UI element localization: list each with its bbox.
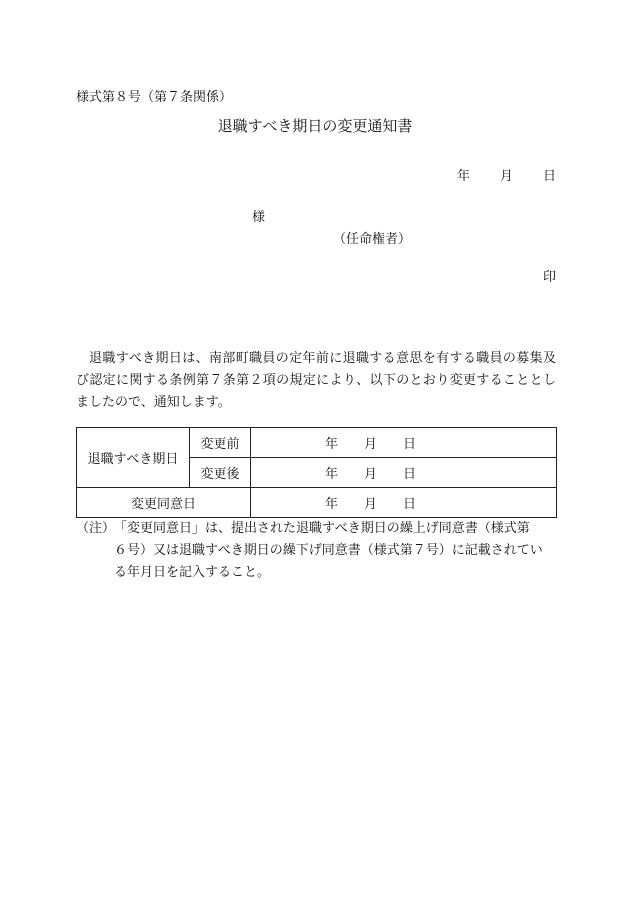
date-month-label: 月 <box>499 169 513 184</box>
date-day-label: 日 <box>403 497 417 512</box>
date-change-table <box>76 427 557 518</box>
date-month-label: 月 <box>364 467 378 482</box>
addressee-honorific: 様 <box>252 210 266 225</box>
retirement-date-label: 退職すべき期日 <box>77 428 190 488</box>
date-year-label: 年 <box>325 497 339 512</box>
date-year-label: 年 <box>325 467 339 482</box>
date-day-label: 日 <box>403 437 417 452</box>
footnote-text <box>114 518 560 584</box>
date-day-label: 日 <box>542 169 556 184</box>
footnote-line: ６号）又は退職すべき期日の繰下げ同意書（様式第７号）に記載されてい <box>114 543 543 558</box>
after-change-label: 変更後 <box>190 458 251 488</box>
consent-date-label: 変更同意日 <box>77 488 251 518</box>
form-number: 様式第８号（第７条関係） <box>76 90 233 105</box>
before-change-label: 変更前 <box>190 428 251 458</box>
notice-body: 退職すべき期日は、南部町職員の定年前に退職する意思を有する職員の募集及び認定に関する条例第７条第２項の規定により、以下のとおり変更することとしましたので、通知します。 <box>76 351 556 410</box>
date-month-label: 月 <box>364 437 378 452</box>
document-title: 退職すべき期日の変更通知書 <box>217 117 413 135</box>
footnote-line: 「変更同意日」は、提出された退職すべき期日の繰上げ同意書（様式第 <box>114 521 530 536</box>
date-month-label: 月 <box>364 497 378 512</box>
seal-mark: 印 <box>542 270 556 285</box>
after-change-date <box>251 458 557 488</box>
footnote-mark: （注） <box>76 521 116 536</box>
footnote-line: る年月日を記入すること。 <box>114 565 271 580</box>
date-day-label: 日 <box>403 467 417 482</box>
footnote <box>76 518 560 584</box>
table-row <box>77 428 557 458</box>
appointing-authority: （任命権者） <box>333 232 412 247</box>
date-year-label: 年 <box>325 437 339 452</box>
notice-date <box>457 165 556 184</box>
table-row <box>77 488 557 518</box>
consent-date <box>251 488 557 518</box>
date-year-label: 年 <box>456 169 470 184</box>
before-change-date <box>251 428 557 458</box>
